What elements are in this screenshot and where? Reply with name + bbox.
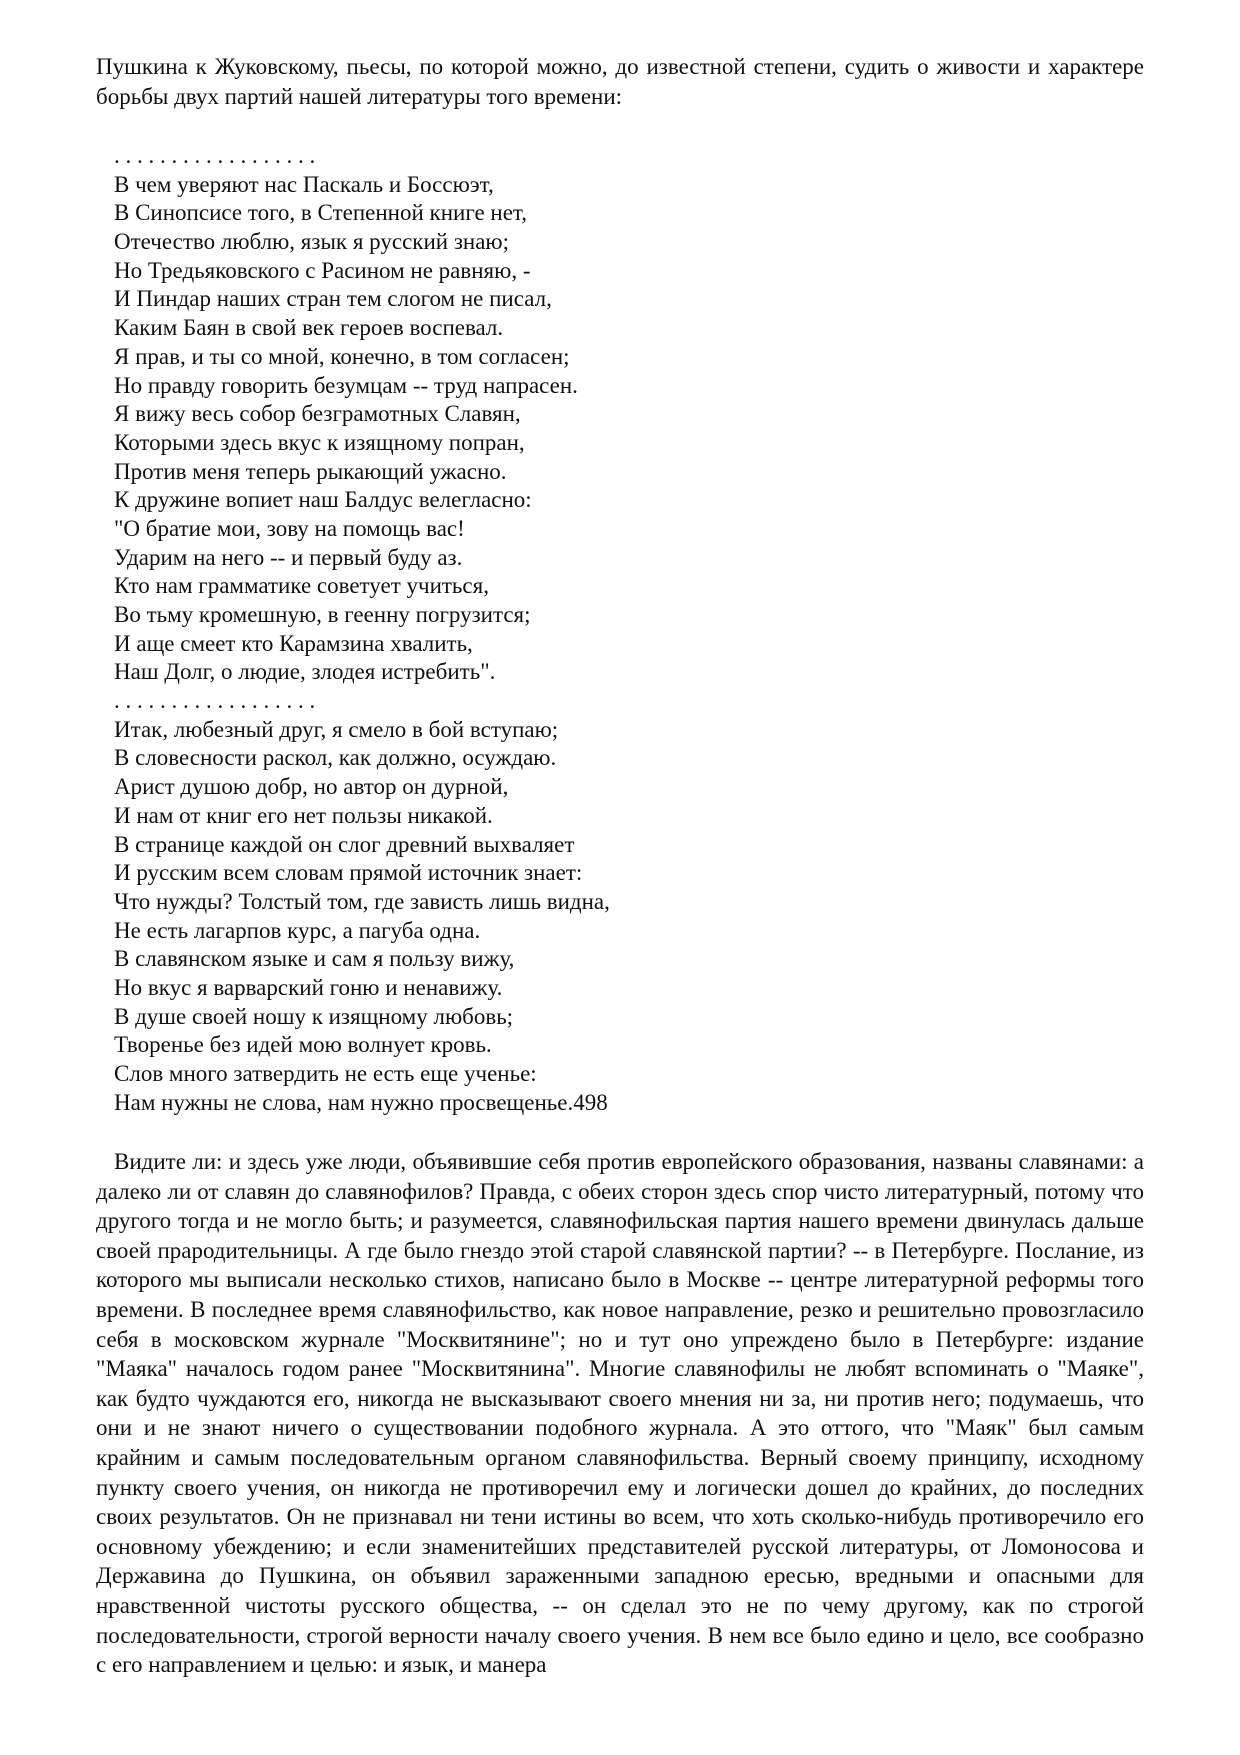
poem-line: И Пиндар наших стран тем слогом не писал, bbox=[114, 286, 552, 312]
poem-line: Против меня теперь рыкающий ужасно. bbox=[114, 458, 507, 484]
poem-line: И нам от книг его нет пользы никакой. bbox=[114, 802, 493, 828]
poem-line: Слов много затвердить не есть еще ученье: bbox=[114, 1061, 537, 1086]
poem-line: В Синопсисе того, в Степенной книге нет, bbox=[114, 200, 528, 226]
poem-line: Ударим на него -- и первый буду аз. bbox=[114, 544, 463, 570]
poem-line: Итак, любезный друг, я смело в бой вступаю; bbox=[114, 716, 559, 742]
poem-line: "О братие мои, зову на помощь вас! bbox=[114, 515, 465, 541]
poem-line: К дружине вопиет наш Балдус велегласно: bbox=[114, 487, 532, 513]
poem-line: И русским всем словам прямой источник знает: bbox=[114, 860, 583, 886]
main-paragraph: Видите ли: и здесь уже люди, объявившие себя против европейского образования, названы славянами: а далеко ли от славян до славянофилов? Правда, с обеих сторон здесь спор чисто литературный, потому что другого тогда и не могло быть; и разумеется, славянофильская партия нашего времени двинулась дальше своей прародительницы. А где было гнездо этой старой славянской партии? -- в Петербурге. Послание, из которого мы выписали несколько стихов, написано было в Москве -- центре литературной реформы того времени. В последнее время славянофильство, как новое направление, резко и решительно провозгласило себя в московском журнале "Москвитянине"; но и тут оно упреждено было в Петербурге: издание "Маяка" началось годом ранее "Москвитянина". Многие славянофилы не любят вспоминать о "Маяке", как будто чуждаются его, никогда не высказывают своего мнения ни за, ни против него; подумаешь, что они и не знают ничего о существовании подобного журнала. А это оттого, что "Маяк" был самым крайним и самым последовательным органом славянофильства. Верный своему принципу, исходному пункту своего учения, он никогда не противоречил ему и логически дошел до крайних, до последних своих результатов. Он не признавал ни тени истины во всем, что хоть сколько-нибудь противоречило его основному убеждению; и если знаменитейших представителей русской литературы, от Ломоносова и Державина до Пушкина, он объявил зараженными западною ересью, вредными и опасными для нравственной чистоты русского общества, -- он сделал это не по чему другому, как по строгой последовательности, строгой верности началу своего учения. В нем все было едино и цело, все сообразно с его направлением и целью: и язык, и манера bbox=[96, 1149, 1144, 1678]
intro-paragraph: Пушкина к Жуковскому, пьесы, по которой можно, до известной степени, судить о живости и характере борьбы двух партий нашей литературы того времени: bbox=[96, 54, 1144, 109]
poem-line: В словесности раскол, как должно, осуждаю. bbox=[114, 745, 557, 771]
poem-block bbox=[114, 142, 610, 1117]
poem-line: Наш Долг, о людие, злодея истребить". bbox=[114, 659, 496, 685]
poem-line: Во тьму кромешную, в геенну погрузится; bbox=[114, 602, 531, 627]
poem-line: Арист душою добр, но автор он дурной, bbox=[114, 774, 509, 800]
poem-line: Кто нам грамматике советует учиться, bbox=[114, 573, 489, 599]
poem-line: В славянском языке и сам я пользу вижу, bbox=[114, 946, 515, 972]
poem-line: И аще смеет кто Карамзина хвалить, bbox=[114, 630, 473, 656]
poem-line: Но Тредьяковского с Расином не равняю, - bbox=[114, 257, 531, 283]
poem-line: Не есть лагарпов курс, а пагуба одна. bbox=[114, 917, 481, 943]
poem-line: Но вкус я варварский гоню и ненавижу. bbox=[114, 974, 503, 1000]
poem-line: . . . . . . . . . . . . . . . . . . bbox=[114, 143, 316, 168]
poem-line: Творенье без идей мою волнует кровь. bbox=[114, 1032, 492, 1058]
poem-line: Я прав, и ты со мной, конечно, в том согласен; bbox=[114, 343, 570, 369]
poem-line: Нам нужны не слова, нам нужно просвещенье.498 bbox=[114, 1089, 608, 1115]
poem-line: В странице каждой он слог древний выхваляет bbox=[114, 831, 575, 857]
poem-line: В чем уверяют нас Паскаль и Боссюэт, bbox=[114, 171, 494, 197]
poem-line: Что нужды? Толстый том, где зависть лишь видна, bbox=[114, 888, 610, 914]
poem-line: Каким Баян в свой век героев воспевал. bbox=[114, 315, 504, 341]
poem-line: В душе своей ношу к изящному любовь; bbox=[114, 1003, 514, 1029]
poem-line: Но правду говорить безумцам -- труд напрасен. bbox=[114, 372, 578, 398]
poem-line: Я вижу весь собор безграмотных Славян, bbox=[114, 401, 521, 427]
poem-line: . . . . . . . . . . . . . . . . . . bbox=[114, 688, 316, 714]
poem-line: Отечество люблю, язык я русский знаю; bbox=[114, 229, 510, 255]
poem-line: Которыми здесь вкус к изящному попран, bbox=[114, 429, 525, 455]
